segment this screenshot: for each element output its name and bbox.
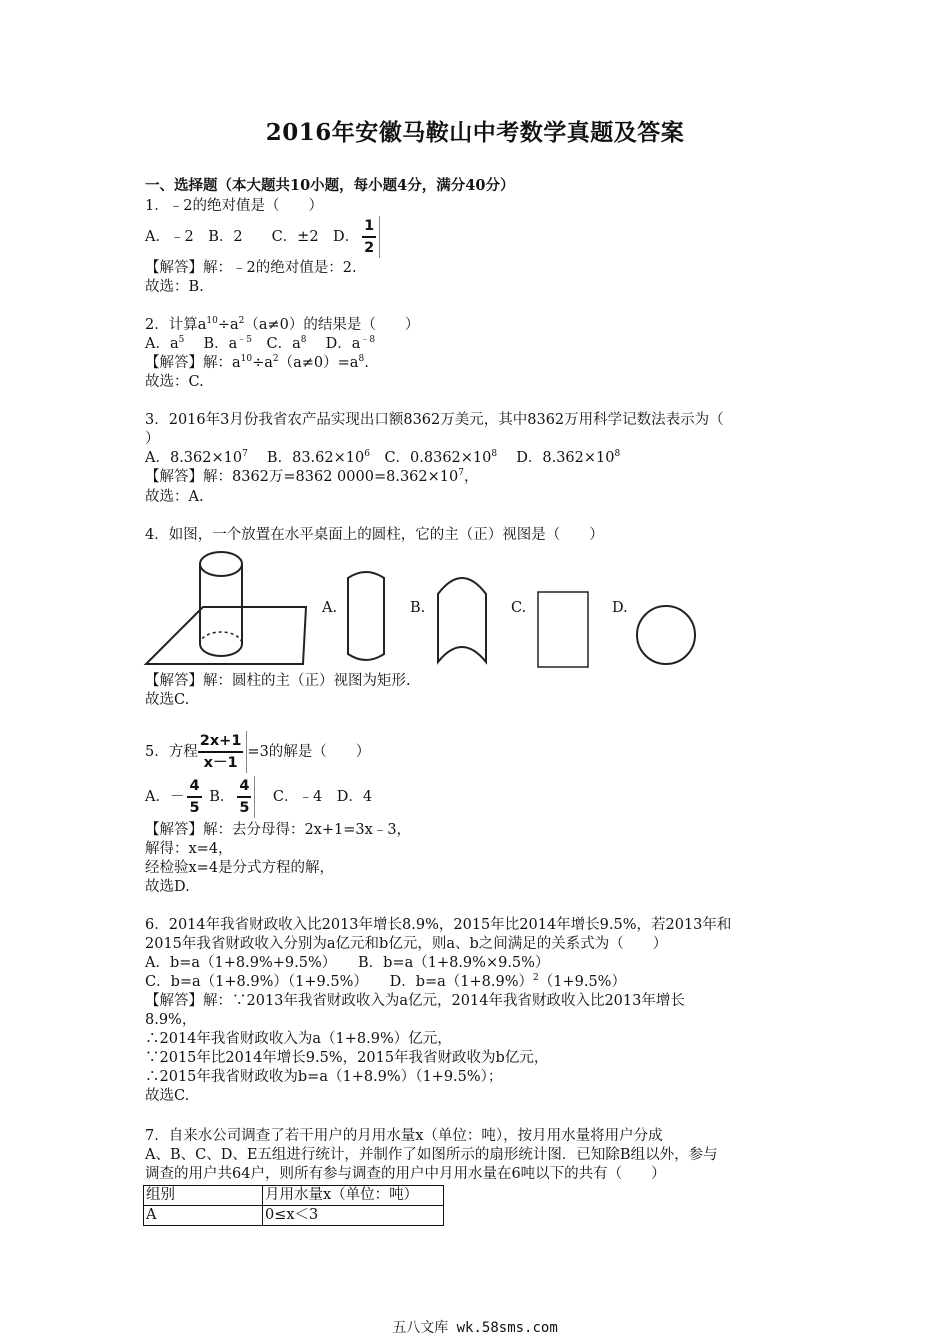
q6-choice: 故选C. xyxy=(145,1088,190,1104)
q3-answer xyxy=(145,467,478,487)
q4-label-b: B. xyxy=(410,600,426,616)
q3-options xyxy=(145,448,620,468)
q2-ans-sup1: 10 xyxy=(240,354,253,364)
q3-opt-d: D．8.362×10 xyxy=(497,450,615,466)
q1-options xyxy=(145,216,383,258)
q6-options-cd xyxy=(145,972,626,992)
table-row xyxy=(144,1206,444,1226)
q3-opt-c: C．0.8362×10 xyxy=(369,450,492,466)
q5-opt-b-num: 4 xyxy=(237,776,251,798)
q2-stem-sup2: 2 xyxy=(238,316,245,326)
q2-ans-pre: 【解答】解：a xyxy=(145,355,241,371)
cylinder-bottom-front xyxy=(200,644,242,656)
q3-ans-post: ， xyxy=(463,469,479,485)
q3-ans-sup: 7 xyxy=(458,468,464,478)
q5-choice: 故选D. xyxy=(145,879,190,895)
table-header-row xyxy=(144,1186,444,1206)
q4-choice: 故选C. xyxy=(145,692,190,708)
q5-opt-b-fraction xyxy=(237,776,255,818)
q5-opt-a-fraction xyxy=(187,776,201,818)
table-cell: A xyxy=(144,1206,263,1226)
q1-frac-num: 1 xyxy=(362,216,376,238)
q3-opt-d-sup: 8 xyxy=(614,449,621,459)
q5-stem xyxy=(145,731,370,773)
q3-opt-c-sup: 8 xyxy=(491,449,498,459)
q7-table xyxy=(143,1185,444,1226)
option-c-shape xyxy=(536,590,592,670)
cylinder-top xyxy=(200,552,242,576)
q5-answer-3: 经检验x=4是分式方程的解， xyxy=(145,860,335,876)
q1-options-text: A．﹣2 B．2 C．±2 D． xyxy=(145,229,360,245)
q5-opt-cd: C．﹣4 D．4 xyxy=(258,789,373,805)
q3-stem-line2: ） xyxy=(145,431,160,447)
q4-stem: 4．如图，一个放置在水平桌面上的圆柱，它的主（正）视图是（ ） xyxy=(145,527,604,543)
q5-options xyxy=(145,776,372,818)
q2-opt-d-sup: ﹣8 xyxy=(360,335,376,345)
q2-stem-sup1: 10 xyxy=(206,316,218,326)
q5-opt-a-den: 5 xyxy=(189,800,200,816)
q7-stem-line2: A、B、C、D、E五组进行统计，并制作了如图所示的扇形统计图．已知除B组以外，参与 xyxy=(145,1147,718,1163)
q4-label-a: A. xyxy=(322,600,338,616)
q7-stem-line3: 调查的用户共64户，则所有参与调查的用户中月用水量在6吨以下的共有（ ） xyxy=(145,1166,666,1182)
q3-opt-a-sup: 7 xyxy=(242,449,248,459)
cylinder-on-table-figure xyxy=(143,544,308,666)
q1-fraction xyxy=(362,216,380,258)
q2-opt-d: D．a xyxy=(306,336,361,352)
q2-stem-mid: ÷a xyxy=(217,317,239,333)
q4-answer: 【解答】解：圆柱的主（正）视图为矩形. xyxy=(145,673,411,689)
q5-opt-a: A．－ xyxy=(145,789,185,805)
q3-choice: 故选：A. xyxy=(145,489,204,505)
table-cell: 0≤x＜3 xyxy=(263,1206,444,1226)
q2-stem xyxy=(145,315,419,335)
q6-answer-3: ∴2014年我省财政收入为a（1+8.9%）亿元， xyxy=(145,1031,452,1047)
q5-opt-b-den: 5 xyxy=(239,800,250,816)
table-header-cell: 组别 xyxy=(144,1186,263,1206)
q1-stem: 1．﹣2的绝对值是（ ） xyxy=(145,198,323,214)
q1-choice: 故选：B. xyxy=(145,279,204,295)
q2-stem-pre: 2．计算a xyxy=(145,317,207,333)
q7-stem-line1: 7．自来水公司调查了若干用户的月用水量x（单位：吨），按月用水量将用户分成 xyxy=(145,1128,663,1144)
q2-ans-mid: ÷a xyxy=(252,355,273,371)
q6-stem-line2: 2015年我省财政收入分别为a亿元和b亿元，则a、b之间满足的关系式为（ ） xyxy=(145,936,668,952)
q6-answer-4: ∵2015年比2014年增长9.5%，2015年我省财政收为b亿元， xyxy=(145,1050,549,1066)
q2-ans-sup2: 2 xyxy=(272,354,279,364)
q1-frac-den: 2 xyxy=(364,240,375,256)
q2-opt-c-sup: 8 xyxy=(300,335,307,345)
q5-fraction xyxy=(198,731,248,773)
q2-ans-sup3: 8 xyxy=(358,354,365,364)
q2-ans-post: . xyxy=(364,355,369,371)
section-heading: 一、选择题（本大题共10小题，每小题4分，满分40分） xyxy=(145,177,515,194)
q6-options-ab: A．b=a（1+8.9%+9.5%） B．b=a（1+8.9%×9.5%） xyxy=(145,955,550,971)
q3-stem-line1: 3．2016年3月份我省农产品实现出口额8362万美元，其中8362万用科学记数法表示为（ xyxy=(145,412,724,428)
option-d-shape xyxy=(634,603,698,667)
footer-watermark: 五八文库 wk.58sms.com xyxy=(392,1320,558,1336)
q2-ans-mid2: （a≠0）=a xyxy=(278,355,359,371)
q6-opt-c: C．b=a（1+8.9%）（1+9.5%） D．b=a（1+8.9%） xyxy=(145,974,534,990)
q2-options xyxy=(145,334,375,354)
q6-opt-d-post: （1+9.5%） xyxy=(538,974,626,990)
q6-stem-line1: 6．2014年我省财政收入比2013年增长8.9%，2015年比2014年增长9.5%，若2013年和 xyxy=(145,917,732,933)
q3-ans-pre: 【解答】解：8362万=8362 0000=8.362×10 xyxy=(145,469,459,485)
q2-stem-post: （a≠0）的结果是（ ） xyxy=(244,317,420,333)
q5-answer-1: 【解答】解：去分母得：2x+1=3x﹣3， xyxy=(145,822,412,838)
q2-opt-b-sup: ﹣5 xyxy=(237,335,253,345)
q3-opt-b: B．83.62×10 xyxy=(247,450,365,466)
q5-frac-num: 2x+1 xyxy=(198,731,244,753)
q6-answer-5: ∴2015年我省财政收为b=a（1+8.9%）（1+9.5%）； xyxy=(145,1069,503,1085)
q4-label-c: C. xyxy=(511,600,527,616)
option-b-shape xyxy=(433,566,491,668)
q2-choice: 故选：C. xyxy=(145,374,204,390)
q3-opt-b-sup: 6 xyxy=(364,449,370,459)
q5-answer-2: 解得：x=4， xyxy=(145,841,233,857)
cylinder-bottom-hidden xyxy=(200,632,242,644)
q4-label-d: D. xyxy=(612,600,628,616)
page-title: 2016年安徽马鞍山中考数学真题及答案 xyxy=(265,119,685,146)
q1-answer: 【解答】解：﹣2的绝对值是：2. xyxy=(145,260,357,276)
q5-stem-post: =3的解是（ ） xyxy=(247,744,371,760)
q5-opt-b: B． xyxy=(209,789,235,805)
q5-stem-pre: 5．方程 xyxy=(145,744,198,760)
q6-answer-1: 【解答】解：∵2013年我省财政收入为a亿元，2014年我省财政收入比2013年增长 xyxy=(145,993,685,1009)
q6-answer-2: 8.9%， xyxy=(145,1012,197,1028)
option-a-shape xyxy=(342,566,390,666)
table-header-cell: 月用水量x（单位：吨） xyxy=(263,1186,444,1206)
q2-opt-b: B．a xyxy=(184,336,238,352)
q2-opt-c: C．a xyxy=(252,336,301,352)
q3-opt-a: A．8.362×10 xyxy=(145,450,243,466)
q5-frac-den: x－1 xyxy=(203,755,238,771)
q6-opt-d-sup: 2 xyxy=(533,973,539,983)
q2-opt-a: A．a xyxy=(145,336,179,352)
q2-answer xyxy=(145,353,369,373)
q2-opt-a-sup: 5 xyxy=(178,335,185,345)
q5-opt-a-num: 4 xyxy=(187,776,201,798)
